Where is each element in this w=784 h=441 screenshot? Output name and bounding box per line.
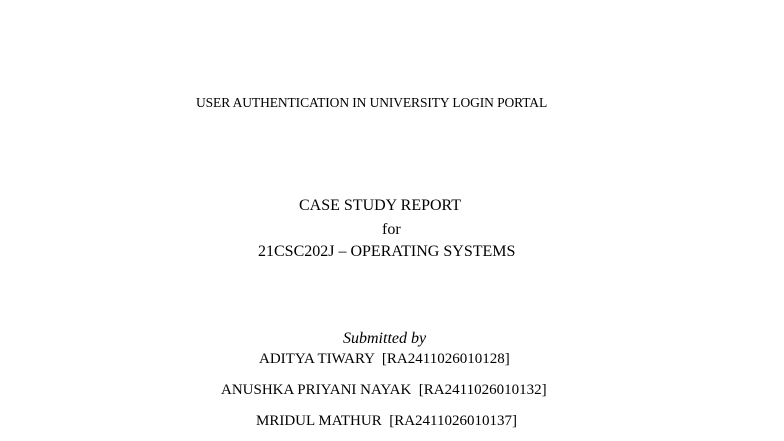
member-name-1: ADITYA TIWARY [RA2411026010128] [259, 351, 510, 367]
document-title: USER AUTHENTICATION IN UNIVERSITY LOGIN PORTAL [196, 95, 548, 110]
course-title: 21CSC202J – OPERATING SYSTEMS [258, 243, 516, 260]
member-name-3: MRIDUL MATHUR [RA2411026010137] [256, 413, 517, 429]
member-name-2: ANUSHKA PRIYANI NAYAK [RA2411026010132] [221, 382, 547, 398]
report-type-heading: CASE STUDY REPORT [299, 197, 462, 214]
submitted-by-label: Submitted by [343, 330, 427, 347]
for-label: for [382, 221, 401, 238]
